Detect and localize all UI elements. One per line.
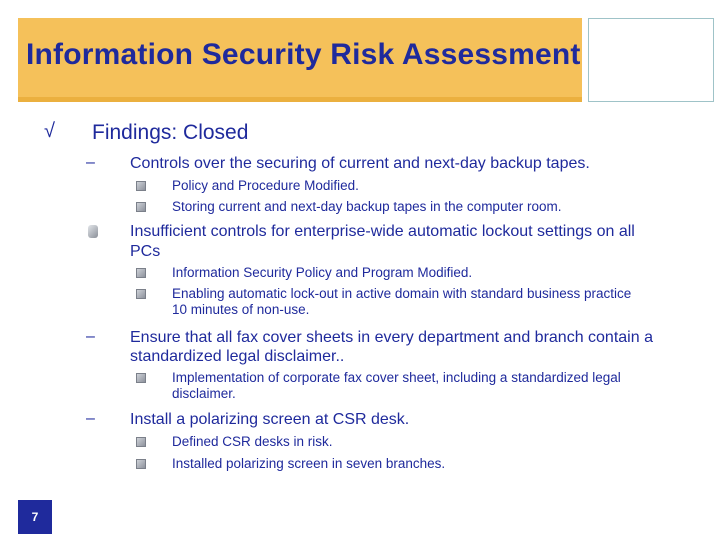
finding-subitem: Defined CSR desks in risk. bbox=[172, 434, 333, 449]
square-bullet-icon bbox=[136, 373, 146, 383]
finding-item: Ensure that all fax cover sheets in every department and branch contain a bbox=[130, 329, 653, 346]
finding-subitem: Enabling automatic lock-out in active domain with standard business practice bbox=[172, 286, 632, 301]
square-bullet-icon bbox=[136, 181, 146, 191]
square-bullet-icon bbox=[136, 289, 146, 299]
finding-subitem: Implementation of corporate fax cover sheet, including a standardized legal bbox=[172, 370, 621, 385]
finding-subitem: Storing current and next-day backup tapes in the computer room. bbox=[172, 199, 562, 214]
findings-heading: Findings: Closed bbox=[92, 121, 249, 144]
square-bullet-icon bbox=[136, 268, 146, 278]
orb-bullet-icon bbox=[88, 225, 98, 238]
square-bullet-icon bbox=[136, 437, 146, 447]
title-corner-box bbox=[588, 18, 714, 102]
finding-item-continued: standardized legal disclaimer.. bbox=[130, 348, 345, 365]
page-number-badge: 7 bbox=[18, 500, 52, 534]
finding-subitem: Information Security Policy and Program Modified. bbox=[172, 265, 473, 280]
finding-item: Controls over the securing of current and next-day backup tapes. bbox=[130, 155, 590, 172]
finding-item-continued: PCs bbox=[130, 243, 161, 260]
dash-bullet-icon: – bbox=[86, 410, 95, 427]
square-bullet-icon bbox=[136, 202, 146, 212]
finding-item: Insufficient controls for enterprise-wide automatic lockout settings on all bbox=[130, 223, 635, 240]
checkmark-icon: √ bbox=[44, 120, 55, 142]
finding-subitem-continued: 10 minutes of non-use. bbox=[172, 302, 310, 317]
finding-item: Install a polarizing screen at CSR desk. bbox=[130, 411, 410, 428]
slide-title: Information Security Risk Assessment bbox=[26, 38, 581, 71]
finding-subitem: Installed polarizing screen in seven branches. bbox=[172, 456, 446, 471]
finding-subitem-continued: disclaimer. bbox=[172, 386, 236, 401]
finding-subitem: Policy and Procedure Modified. bbox=[172, 178, 359, 193]
dash-bullet-icon: – bbox=[86, 328, 95, 345]
square-bullet-icon bbox=[136, 459, 146, 469]
dash-bullet-icon: – bbox=[86, 154, 95, 171]
